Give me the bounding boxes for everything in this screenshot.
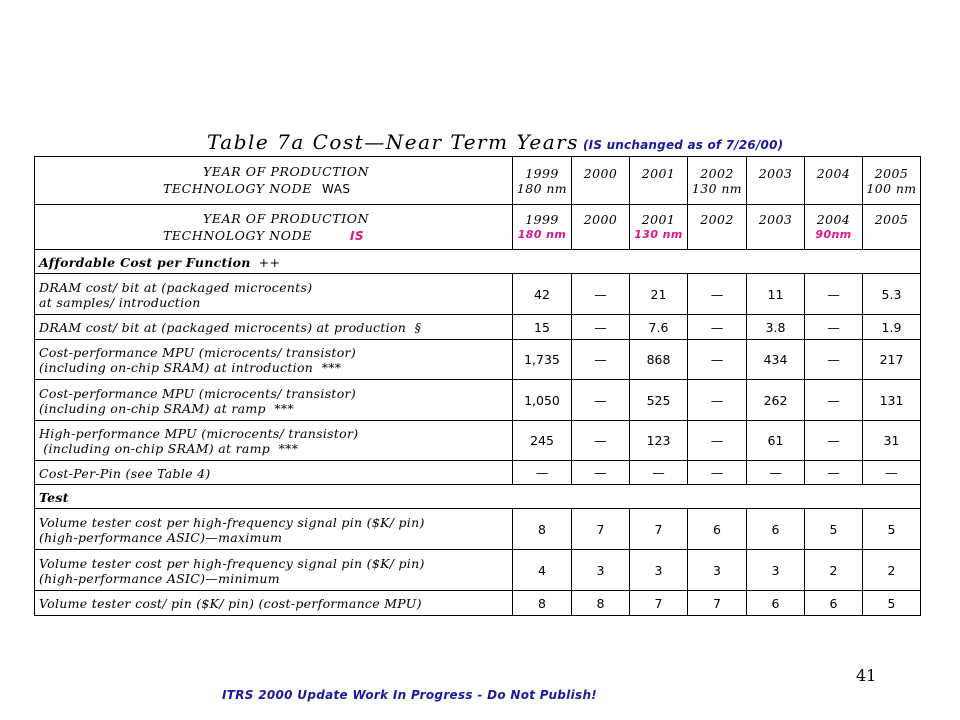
table-row [35,550,921,591]
row-label-cell [35,461,513,485]
value-cell: 61 [747,421,805,461]
section-suffix: ++ [258,254,281,270]
node-value [630,181,687,196]
title-main: Table 7a Cost—Near Term Years [207,130,579,154]
value-cell: 3 [572,550,630,591]
year-cell [747,157,805,205]
year-of-production-label: YEAR OF PRODUCTION [203,164,370,179]
year-value: 2003 [758,212,793,227]
value-cell: 5 [805,509,863,550]
row-label-cell [35,315,513,340]
value-cell: — [572,315,630,340]
node-value: 130 nm [691,180,743,196]
value-cell: — [688,461,747,485]
value-cell: 6 [747,509,805,550]
value-cell: — [805,461,863,485]
year-value: 2003 [758,165,793,181]
row-label-cell [35,340,513,380]
year-value: 2000 [583,212,618,227]
value-cell: 3.8 [747,315,805,340]
year-value: 2002 [700,212,734,227]
value-cell: 4 [513,550,572,591]
table-row [35,421,921,461]
table-row [35,315,921,340]
value-cell: 11 [747,274,805,315]
table-row [35,591,921,616]
row-label-line: Cost-performance MPU (microcents/ transistor) [39,345,357,360]
value-cell: 5 [863,591,921,616]
row-label-cell [35,591,513,616]
value-cell: 2 [805,550,863,591]
value-cell: — [688,340,747,380]
cost-table [34,156,921,616]
value-cell: 7 [688,591,747,616]
value-cell: — [572,340,630,380]
row-label-line: (including on-chip SRAM) at ramp *** [39,400,295,416]
value-cell: 3 [688,550,747,591]
value-cell: — [863,461,921,485]
row-label-cell [35,380,513,421]
section-row [35,250,921,274]
section-label: Test [39,489,69,505]
value-cell: 1,050 [513,380,572,421]
year-value: 2005 [874,165,909,181]
table-row [35,340,921,380]
value-cell: — [805,274,863,315]
page-number: 41 [856,666,877,685]
value-cell: — [513,461,572,485]
value-cell: — [688,421,747,461]
value-cell: 15 [513,315,572,340]
year-cell [863,157,921,205]
section-heading [35,485,921,509]
value-cell: 2 [863,550,921,591]
year-value: 2004 [816,212,851,227]
year-cell [688,205,747,250]
table-row [35,461,921,485]
node-value: 100 nm [866,180,917,196]
value-cell: 8 [513,509,572,550]
year-cell [747,205,805,250]
year-cell [688,157,747,205]
year-cell [572,205,630,250]
value-cell: — [747,461,805,485]
header-row-is [35,205,921,250]
header-label-cell [35,205,513,250]
year-cell [572,157,630,205]
value-cell: — [805,380,863,421]
node-value: 130 nm [634,228,683,241]
value-cell: 31 [863,421,921,461]
year-value: 2000 [583,165,618,181]
value-cell: — [805,421,863,461]
value-cell: — [572,274,630,315]
value-cell: — [805,315,863,340]
year-cell [630,205,688,250]
footer-notice: ITRS 2000 Update Work In Progress - Do Not Publish! [222,688,598,702]
value-cell: — [630,461,688,485]
node-value [747,181,804,196]
section-label: Affordable Cost per Function [39,254,251,270]
row-label-line: DRAM cost/ bit at (packaged microcents) at production § [39,320,422,335]
node-value [688,227,746,242]
value-cell: 123 [630,421,688,461]
value-cell: — [572,380,630,421]
value-cell: 21 [630,274,688,315]
row-label-line: DRAM cost/ bit at (packaged microcents) [39,279,313,295]
table-title [207,130,783,154]
node-value: 90nm [815,228,852,241]
row-label-cell [35,421,513,461]
value-cell: — [688,315,747,340]
value-cell: 245 [513,421,572,461]
row-label-cell [35,274,513,315]
value-cell: 262 [747,380,805,421]
value-cell: 217 [863,340,921,380]
section-row [35,485,921,509]
technology-node-label: TECHNOLOGY NODE [163,227,312,243]
year-cell [630,157,688,205]
title-note: (IS unchanged as of 7/26/00) [583,138,784,152]
value-cell: 868 [630,340,688,380]
was-tag: WAS [321,182,351,196]
value-cell: 1.9 [863,315,921,340]
row-label-line: Cost-performance MPU (microcents/ transistor) [39,385,357,401]
value-cell: — [688,380,747,421]
is-tag: IS [349,228,365,243]
table-row [35,274,921,315]
year-cell [805,205,863,250]
value-cell: 6 [805,591,863,616]
table-body [35,157,921,616]
value-cell: — [572,461,630,485]
node-value [863,227,920,242]
row-label-line: High-performance MPU (microcents/ transistor) [39,426,359,441]
value-cell: 434 [747,340,805,380]
year-cell [513,157,572,205]
row-label-line: at samples/ introduction [39,294,201,310]
value-cell: — [805,340,863,380]
year-cell [513,205,572,250]
header-label-cell [35,157,513,205]
year-value: 2002 [700,165,734,181]
year-value: 1999 [525,165,559,181]
section-heading [35,250,921,274]
node-value [747,227,804,242]
row-label-line: (high-performance ASIC)—maximum [39,529,283,545]
node-value [572,181,629,196]
row-label-line: (including on-chip SRAM) at introduction *** [39,360,342,375]
node-value [572,227,629,242]
year-cell [863,205,921,250]
value-cell: 5 [863,509,921,550]
header-row-was [35,157,921,205]
value-cell: 3 [747,550,805,591]
year-value: 2004 [816,165,851,181]
row-label-line: (including on-chip SRAM) at ramp *** [39,441,299,456]
value-cell: 6 [688,509,747,550]
technology-node-label: TECHNOLOGY NODE [163,181,312,196]
table-row [35,509,921,550]
row-label-line: Cost-Per-Pin (see Table 4) [39,465,211,481]
row-label-cell [35,509,513,550]
value-cell: 131 [863,380,921,421]
value-cell: — [688,274,747,315]
value-cell: 8 [572,591,630,616]
row-label-line: Volume tester cost per high-frequency signal pin ($K/ pin) [39,555,425,571]
year-value: 2005 [874,212,909,227]
year-of-production-label: YEAR OF PRODUCTION [203,210,370,226]
value-cell: 1,735 [513,340,572,380]
value-cell: 6 [747,591,805,616]
value-cell: — [572,421,630,461]
value-cell: 5.3 [863,274,921,315]
value-cell: 7 [572,509,630,550]
node-value: 180 nm [517,228,567,241]
node-value: 180 nm [516,180,568,196]
value-cell: 3 [630,550,688,591]
value-cell: 7 [630,591,688,616]
year-value: 2001 [641,212,676,227]
value-cell: 7.6 [630,315,688,340]
node-value [805,181,862,196]
value-cell: 7 [630,509,688,550]
year-value: 1999 [525,212,559,227]
row-label-cell [35,550,513,591]
row-label-line: (high-performance ASIC)—minimum [39,570,280,586]
table-row [35,380,921,421]
value-cell: 525 [630,380,688,421]
row-label-line: Volume tester cost per high-frequency signal pin ($K/ pin) [39,514,425,530]
year-cell [805,157,863,205]
row-label-line: Volume tester cost/ pin ($K/ pin) (cost-performance MPU) [39,596,422,611]
value-cell: 42 [513,274,572,315]
year-value: 2001 [641,165,676,181]
value-cell: 8 [513,591,572,616]
